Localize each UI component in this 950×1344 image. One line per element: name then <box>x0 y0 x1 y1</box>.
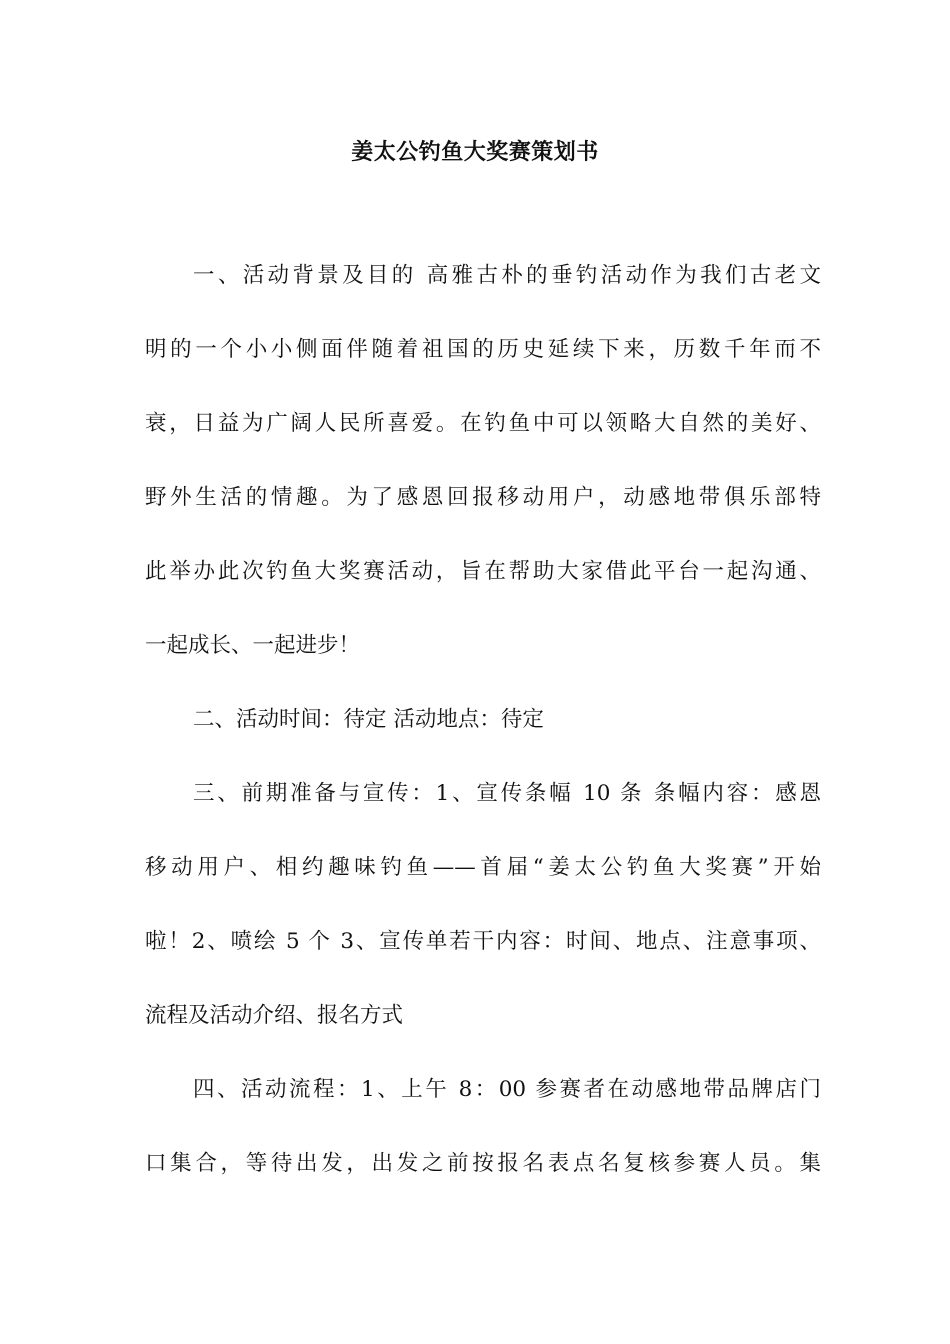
paragraph-line: 口集合，等待出发，出发之前按报名表点名复核参赛人员。集 <box>145 1151 821 1176</box>
paragraph-line: 野外生活的情趣。为了感恩回报移动用户，动感地带俱乐部特 <box>145 485 821 510</box>
paragraph-line: 流程及活动介绍、报名方式 <box>145 1003 404 1028</box>
paragraph-line: 三、前期准备与宣传：1、宣传条幅 10 条 条幅内容：感恩 <box>193 781 821 806</box>
paragraph-line: 啦！2、喷绘 5 个 3、宣传单若干内容：时间、地点、注意事项、 <box>145 929 821 954</box>
paragraph-line: 明的一个小小侧面伴随着祖国的历史延续下来，历数千年而不 <box>145 337 821 362</box>
paragraph-line: 一起成长、一起进步！ <box>145 633 361 658</box>
paragraph-line: 一、活动背景及目的 高雅古朴的垂钓活动作为我们古老文 <box>193 263 821 288</box>
paragraph-line: 此举办此次钓鱼大奖赛活动，旨在帮助大家借此平台一起沟通、 <box>145 559 821 584</box>
paragraph-line: 四、活动流程：1、上午 8：00 参赛者在动感地带品牌店门 <box>193 1077 821 1102</box>
paragraph-line: 二、活动时间：待定 活动地点：待定 <box>193 707 544 732</box>
paragraph-line: 移动用户、相约趣味钓鱼——首届“姜太公钓鱼大奖赛”开始 <box>145 855 821 880</box>
paragraph-line: 衰，日益为广阔人民所喜爱。在钓鱼中可以领略大自然的美好、 <box>145 411 821 436</box>
document-title: 姜太公钓鱼大奖赛策划书 <box>351 139 599 165</box>
document-body <box>145 256 821 1218</box>
